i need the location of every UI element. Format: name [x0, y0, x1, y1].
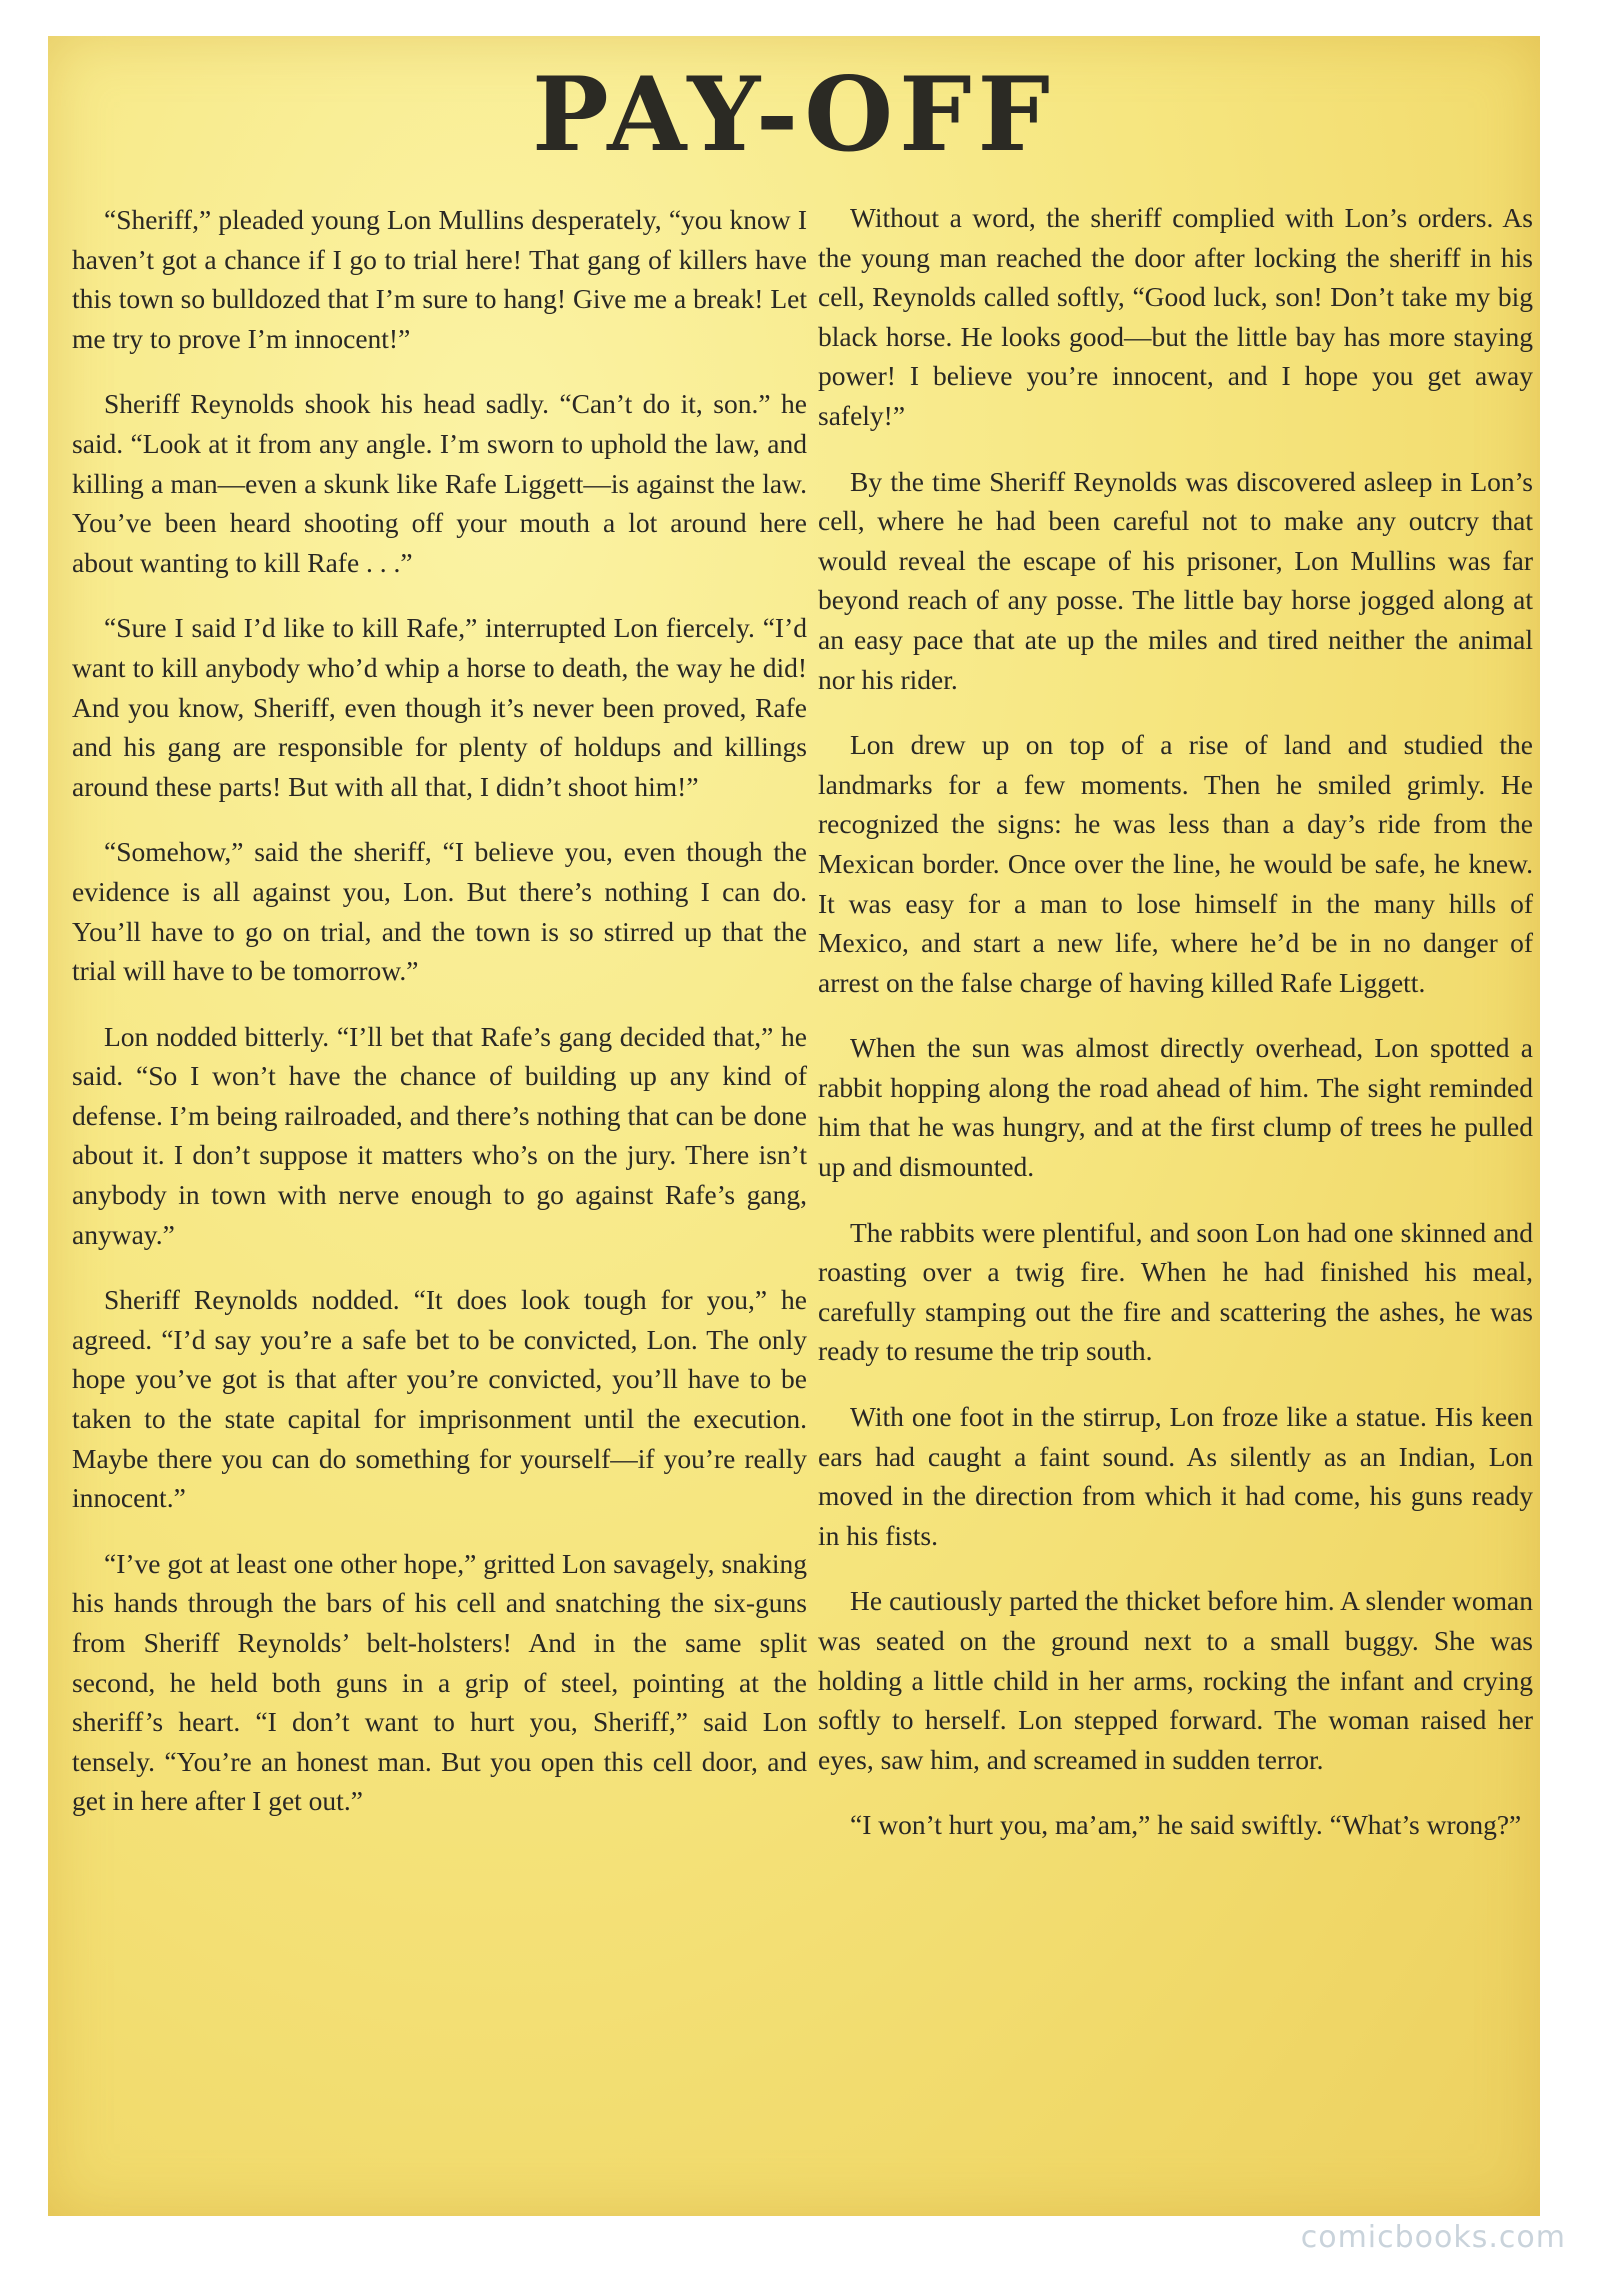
right-column	[818, 198, 1533, 1871]
paragraph: “Sheriff,” pleaded young Lon Mullins desperately, “you know I haven’t got a chance if I go to trial here! That gang of killers have this town so bulldozed that I’m sure to hang! Give me a break! Let me try to prove I’m innocent!”	[72, 204, 807, 354]
paragraph: Sheriff Reynolds shook his head sadly. “Can’t do it, son.” he said. “Look at it from any angle. I’m sworn to uphold the law, and killing a man—even a skunk like Rafe Liggett—is against the law. You’ve been heard shooting off your mouth a lot around here about wanting to kill Rafe . . .”	[72, 388, 807, 578]
paragraph: Without a word, the sheriff complied with Lon’s orders. As the young man reached the door after locking the sheriff in his cell, Reynolds called softly, “Good luck, son! Don’t take my big black horse. He looks good—but the little bay has more staying power! I believe you’re innocent, and I hope you get away safely!”	[818, 202, 1533, 431]
paragraph: When the sun was almost directly overhead, Lon spotted a rabbit hopping along the road ahead of him. The sight reminded him that he was hungry, and at the first clump of trees he pulled up and dismounted.	[818, 1032, 1533, 1183]
paragraph: Sheriff Reynolds nodded. “It does look tough for you,” he agreed. “I’d say you’re a safe bet to be convicted, Lon. The only hope you’ve got is that after you’re convicted, you’ll have to be taken to the state capital for imprisonment until the execution. Maybe there you can do something for yourself—if you’re really innocent.”	[72, 1284, 807, 1514]
story-page	[48, 36, 1540, 2216]
paragraph: The rabbits were plentiful, and soon Lon had one skinned and roasting over a twig fire. When he had finished his meal, carefully stamping out the fire and scattering the ashes, he was ready to resume the trip south.	[818, 1216, 1533, 1367]
story-title: PAY-OFF	[532, 55, 1056, 175]
left-column	[72, 200, 807, 1847]
paragraph: Lon drew up on top of a rise of land and studied the landmarks for a few moments. Then he smiled grimly. He recognized the signs: he was less than a day’s ride from the Mexican border. Once over the line, he would be safe, he knew. It was easy for a man to lose himself in the many hills of Mexico, and start a new life, where he’d be in no danger of arrest on the false charge of having killed Rafe Liggett.	[818, 729, 1533, 998]
paragraph: With one foot in the stirrup, Lon froze like a statue. His keen ears had caught a faint sound. As silently as an Indian, Lon moved in the direction from which it had come, his guns ready in his fists.	[818, 1401, 1533, 1551]
paragraph: “I’ve got at least one other hope,” gritted Lon savagely, snaking his hands through the bars of his cell and snatching the six-guns from Sheriff Reynolds’ belt-holsters! And in the same split second, he held both guns in a grip of steel, pointing at the sheriff’s heart. “I don’t want to hurt you, Sheriff,” said Lon tensely. “You’re an honest man. But you open this cell door, and get in here after I get out.”	[72, 1547, 807, 1817]
site-watermark: comicbooks.com	[1300, 2220, 1566, 2255]
paragraph: “Somehow,” said the sheriff, “I believe you, even though the evidence is all against you, Lon. But there’s nothing I can do. You’ll have to go on trial, and the town is so stirred up that the trial will have to be tomorrow.”	[72, 836, 807, 987]
paragraph: He cautiously parted the thicket before him. A slender woman was seated on the ground next to a small buggy. She was holding a little child in her arms, rocking the infant and crying softly to herself. Lon stepped forward. The woman raised her eyes, saw him, and screamed in sudden terror.	[818, 1585, 1533, 1775]
paragraph: Lon nodded bitterly. “I’ll bet that Rafe’s gang decided that,” he said. “So I won’t have the chance of building up any kind of defense. I’m being railroaded, and there’s nothing that can be done about it. I don’t suppose it matters who’s on the jury. There isn’t anybody in town with nerve enough to go against Rafe’s gang, anyway.”	[72, 1020, 807, 1250]
paragraph: “I won’t hurt you, ma’am,” he said swiftly. “What’s wrong?”	[850, 1809, 1522, 1841]
paragraph: “Sure I said I’d like to kill Rafe,” interrupted Lon fiercely. “I’d want to kill anybody who’d whip a horse to death, the way he did! And you know, Sheriff, even though it’s never been proved, Rafe and his gang are responsible for plenty of holdups and killings around these parts! But with all that, I didn’t shoot him!”	[72, 612, 807, 802]
paragraph: By the time Sheriff Reynolds was discovered asleep in Lon’s cell, where he had been careful not to make any outcry that would reveal the escape of his prisoner, Lon Mullins was far beyond reach of any posse. The little bay horse jogged along at an easy pace that ate up the miles and tired neither the animal nor his rider.	[818, 465, 1533, 695]
